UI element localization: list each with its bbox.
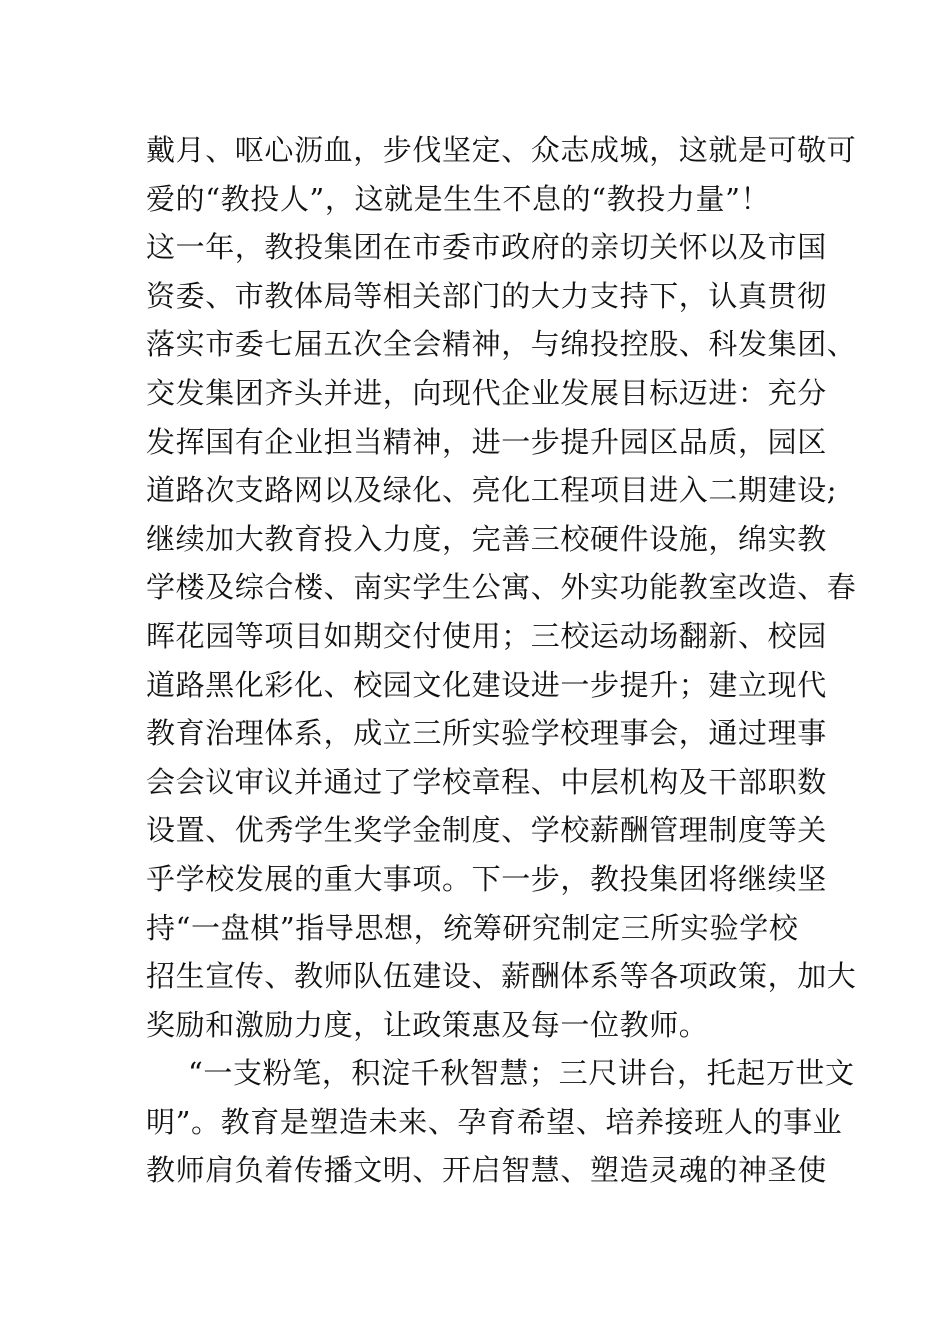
text-line: 这一年，教投集团在市委市政府的亲切关怀以及市国	[146, 230, 827, 265]
text-line: 爱的“教投人”，这就是生生不息的“教投力量”！	[146, 181, 771, 216]
text-line: “一支粉笔，积淀千秋智慧；三尺讲台，托起万世文	[188, 1056, 855, 1091]
text-line: 戴月、呕心沥血，步伐坚定、众志成城，这就是可敬可	[146, 133, 857, 167]
text-line: 发挥国有企业担当精神，进一步提升园区品质，园区	[146, 424, 827, 459]
text-line: 明”。教育是塑造未来、孕育希望、培养接班人的事业	[146, 1104, 843, 1139]
text-line: 招生宣传、教师队伍建设、薪酬体系等各项政策，加大	[146, 959, 857, 994]
paragraph-1	[146, 126, 857, 1049]
text-line: 道路次支路网以及绿化、亮化工程项目进入二期建设;	[146, 473, 838, 508]
text-line: 资委、市教体局等相关部门的大力支持下，认真贯彻	[146, 278, 827, 313]
text-line: 落实市委七届五次全会精神，与绵投控股、科发集团、	[146, 327, 857, 362]
text-line: 设置、优秀学生奖学金制度、学校薪酬管理制度等关	[146, 813, 827, 848]
text-line: 持“一盘棋”指导思想，统筹研究制定三所实验学校	[146, 910, 799, 945]
body-text	[146, 126, 857, 1195]
text-line: 交发集团齐头并进，向现代企业发展目标迈进：充分	[146, 375, 827, 410]
text-line: 教师肩负着传播文明、开启智慧、塑造灵魂的神圣使	[146, 1153, 827, 1188]
text-line: 晖花园等项目如期交付使用；三校运动场翻新、校园	[146, 618, 827, 653]
text-line: 道路黑化彩化、校园文化建设进一步提升；建立现代	[146, 667, 827, 702]
text-line: 学楼及综合楼、南实学生公寓、外实功能教室改造、春	[146, 570, 857, 605]
text-line: 会会议审议并通过了学校章程、中层机构及干部职数	[146, 764, 827, 799]
text-line: 奖励和激励力度，让政策惠及每一位教师。	[146, 1007, 709, 1042]
text-line: 继续加大教育投入力度，完善三校硬件设施，绵实教	[146, 521, 827, 556]
paragraph-2	[146, 1049, 855, 1195]
text-line: 乎学校发展的重大事项。下一步，教投集团将继续坚	[146, 861, 827, 896]
text-line: 教育治理体系，成立三所实验学校理事会，通过理事	[146, 716, 827, 751]
